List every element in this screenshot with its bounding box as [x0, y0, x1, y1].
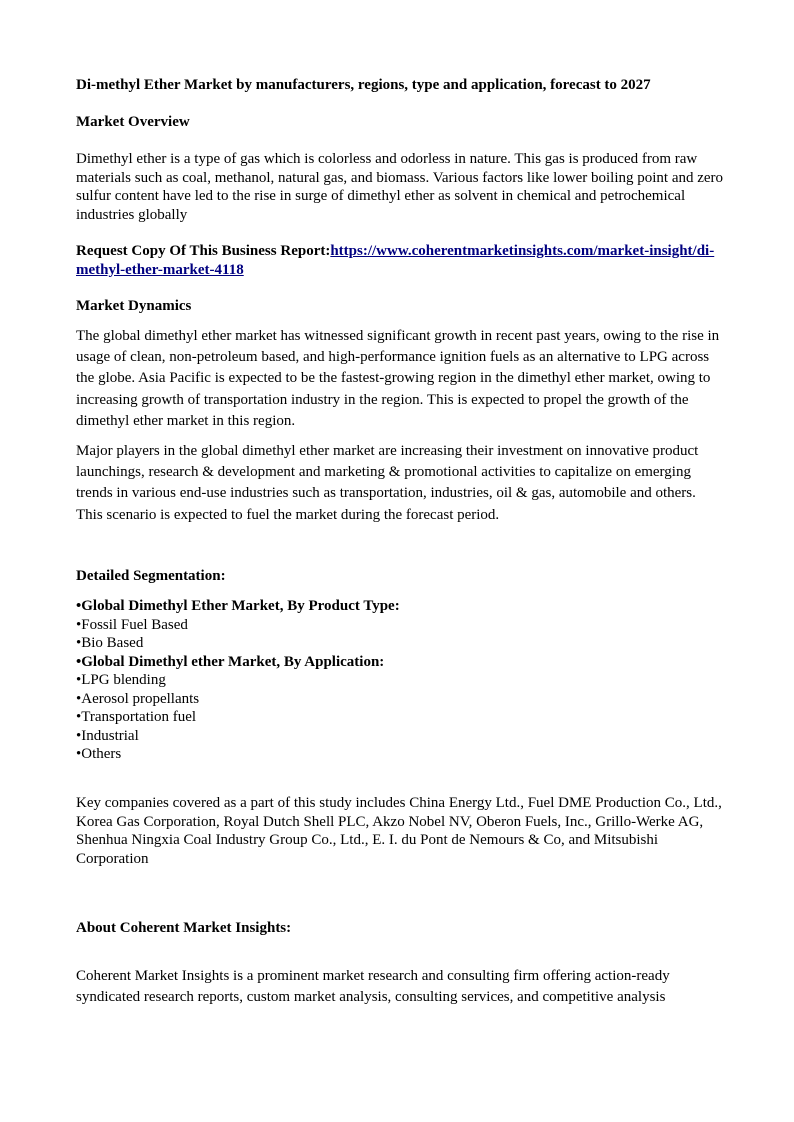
- market-overview-heading: Market Overview: [76, 114, 190, 130]
- market-dynamics-paragraph-1: The global dimethyl ether market has witnessed significant growth in recent past years, owing to the rise in usage of clean, non-petroleum based, and high-performance ignition fuels as an alternative to LPG across the globe. Asia Pacific is expected to be the fastest-growing region in the dimethyl ether market, owing to increasing growth of transportation industry in the region. This is expected to propel the growth of the dimethyl ether market in this region.: [76, 328, 720, 429]
- report-link[interactable]: https://www.coherentmarketinsights.com/market-insight/di-methyl-ether-market-4118: [76, 243, 715, 278]
- key-companies-text: Key companies covered as a part of this study includes China Energy Ltd., Fuel DME Production Co., Ltd., Korea Gas Corporation, Royal Dutch Shell PLC, Akzo Nobel NV, Oberon Fuels, Inc., Grillo-Werke AG, Shenhua Ningxia Coal Industry Group Co., Ltd., E. I. du Pont de Nemours & Co, and Mitsubishi Corporation: [76, 795, 722, 867]
- market-dynamics-heading: Market Dynamics: [76, 298, 192, 314]
- segment-item-transportation-fuel: •Transportation fuel: [76, 709, 197, 725]
- document-title: Di-methyl Ether Market by manufacturers, regions, type and application, forecast to 2027: [76, 77, 651, 93]
- segment-group-product-type: •Global Dimethyl Ether Market, By Product Type:: [76, 598, 400, 614]
- segment-item-others: •Others: [76, 746, 122, 762]
- segment-item-industrial: •Industrial: [76, 727, 139, 744]
- market-overview-text: Dimethyl ether is a type of gas which is colorless and odorless in nature. This gas is produced from raw materials such as coal, methanol, natural gas, and biomass. Various factors like lower boiling point and zero sulfur content have led to the rise in surge of dimethyl ether as solvent in chemical and petrochemical industries globally: [76, 151, 724, 223]
- about-heading: About Coherent Market Insights:: [76, 920, 292, 936]
- segment-item-aerosol-propellants: •Aerosol propellants: [76, 690, 200, 707]
- segment-group-application: •Global Dimethyl ether Market, By Application:: [76, 653, 385, 670]
- request-copy-line: [76, 242, 726, 279]
- about-text: Coherent Market Insights is a prominent market research and consulting firm offering action-ready syndicated research reports, custom market analysis, consulting services, and competitive analysis: [76, 968, 670, 1006]
- segmentation-list: [76, 597, 726, 764]
- segment-item-bio-based: •Bio Based: [76, 635, 144, 651]
- request-copy-label: Request Copy Of This Business Report:: [76, 243, 331, 259]
- market-dynamics-paragraph-2: Major players in the global dimethyl ether market are increasing their investment on innovative product launchings, research & development and marketing & promotional activities to capitalize on emerging trends in various end-use industries such as transportation, industries, oil & gas, automobile and others. This scenario is expected to fuel the market during the forecast period.: [76, 443, 699, 523]
- segment-item-lpg-blending: •LPG blending: [76, 672, 166, 688]
- detailed-segmentation-heading: Detailed Segmentation:: [76, 568, 226, 584]
- segment-item-fossil-fuel: •Fossil Fuel Based: [76, 616, 188, 633]
